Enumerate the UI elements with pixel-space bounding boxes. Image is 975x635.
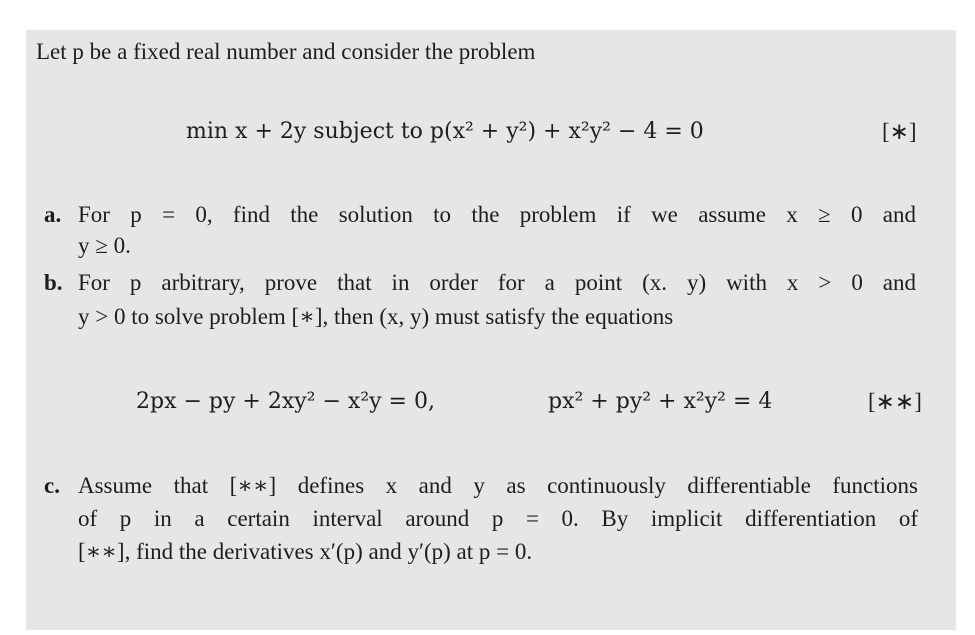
part-b-line-2: y > 0 to solve problem [∗], then (x, y) must satisfy the equations [78, 304, 674, 329]
intro-text: Let p be a fixed real number and consider the problem [36, 39, 536, 64]
problem-equation: min x + 2y subject to p(x² + y²) + x²y² − 4 = 0 [186, 119, 704, 144]
part-c-label: c. [44, 473, 60, 498]
system-tag: [∗∗] [868, 389, 922, 414]
part-a-line-2: y ≥ 0. [78, 233, 131, 258]
textbook-excerpt [26, 30, 956, 630]
part-b-line-1: For p arbitrary, prove that in order for a point (x. y) with x > 0 and [78, 270, 916, 295]
system-equation-2: px² + py² + x²y² = 4 [548, 389, 773, 414]
part-a-line-1: For p = 0, find the solution to the problem if we assume x ≥ 0 and [78, 202, 916, 227]
system-equation-1: 2px − py + 2xy² − x²y = 0, [136, 389, 435, 414]
part-c-line-1: Assume that [∗∗] defines x and y as continuously differentiable functions [78, 473, 918, 498]
part-b-label: b. [44, 270, 63, 295]
part-c-line-3: [∗∗], find the derivatives x′(p) and y′(p) at p = 0. [78, 539, 533, 564]
part-c-line-2: of p in a certain interval around p = 0. By implicit differentiation of [78, 506, 918, 531]
problem-tag: [∗] [882, 119, 917, 144]
part-a-label: a. [44, 202, 62, 227]
